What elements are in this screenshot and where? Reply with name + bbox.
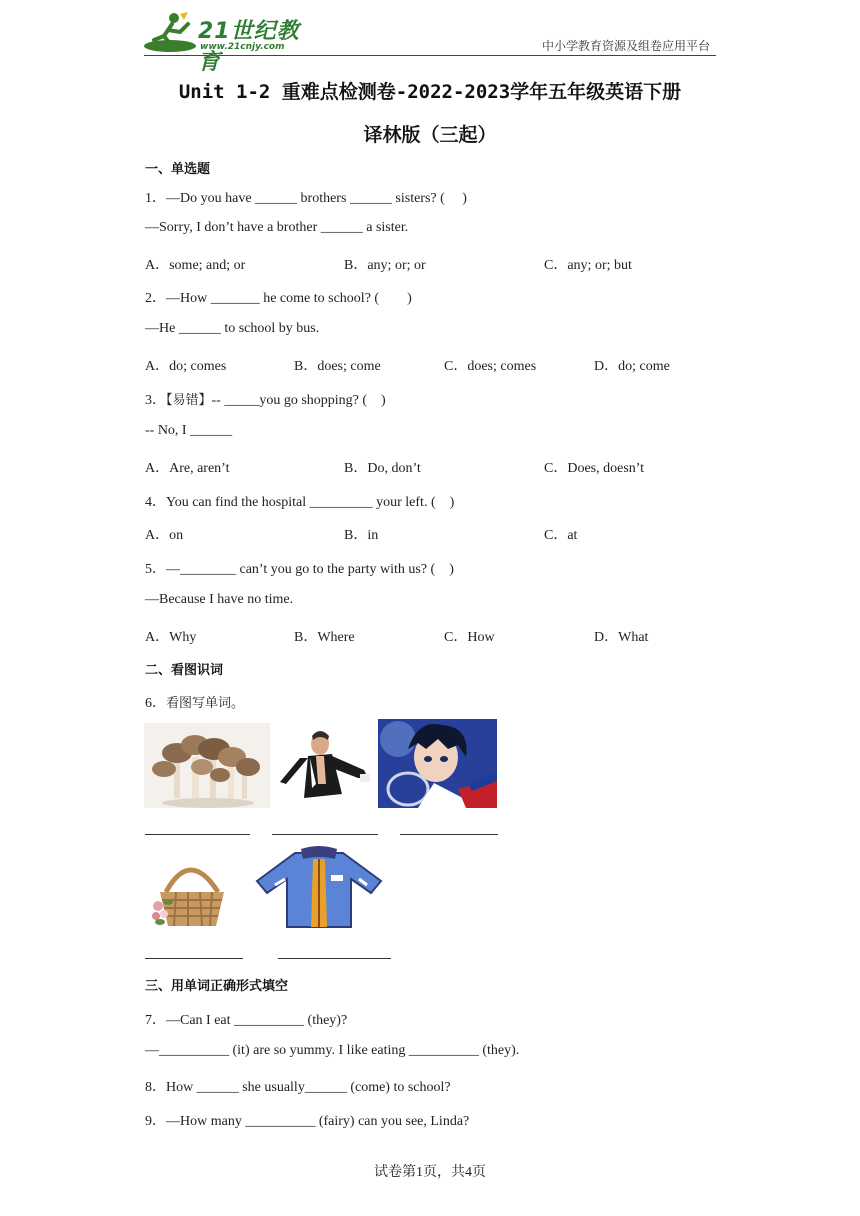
platform-name: 中小学教育资源及组卷应用平台 [541,39,710,53]
answer-blank-5[interactable] [278,958,391,959]
question-3-option-b[interactable]: B．Do, don’t [344,461,421,476]
question-7-stem: 7．—Can I eat __________ (they)? [145,1013,348,1028]
question-5-option-b[interactable]: B．Where [294,630,355,645]
man-in-suit-picture [272,724,378,808]
question-6-instruction: 看图写单词。 [166,696,245,711]
question-4-stem: 4．You can find the hospital _________ your left. ( ) [145,495,455,510]
page-title-line-2: 译林版（三起） [363,124,497,146]
logo [144,10,314,75]
section-heading-single-choice: 一、单选题 [145,162,211,177]
question-9-stem: 9．—How many __________ (fairy) can you see, Linda? [145,1114,470,1129]
answer-blank-2[interactable] [272,834,378,835]
flower-basket-picture [148,852,234,930]
question-3-text: -- _____you go shopping? ( ) [211,393,386,408]
question-2-stem: 2．—How _______ he come to school? ( ) [145,291,412,306]
question-4-option-a[interactable]: A．on [145,528,184,543]
tennis-player-picture [378,719,497,808]
question-2-option-a[interactable]: A．do; comes [145,359,227,374]
page-header [144,8,716,75]
question-1-reply: —Sorry, I don’t have a brother ______ a sister. [145,220,409,235]
question-3-number: 3． [145,393,166,408]
section-heading-picture-words: 二、看图识词 [145,663,224,678]
question-3-reply: -- No, I ______ [145,423,233,438]
mushrooms-picture [144,723,270,808]
section-heading-word-forms: 三、用单词正确形式填空 [145,979,289,994]
question-2-option-c[interactable]: C．does; comes [444,359,537,374]
question-5-option-a[interactable]: A．Why [145,630,197,645]
question-3-option-c[interactable]: C．Does, doesn’t [544,461,645,476]
answer-blank-4[interactable] [145,958,243,959]
question-4-option-b[interactable]: B．in [344,528,379,543]
logo-text: 21世纪教育 [198,19,300,75]
question-6-number: 6． [145,696,166,711]
question-4-option-c[interactable]: C．at [544,528,578,543]
question-3-stem [145,389,386,409]
runner-logo-icon [144,10,200,54]
question-5-reply: —Because I have no time. [145,592,294,607]
answer-blank-1[interactable] [145,834,250,835]
question-3-option-a[interactable]: A．Are, aren’t [145,461,230,476]
page-footer: 试卷第1页，共4页 [374,1165,486,1180]
question-5-option-c[interactable]: C．How [444,630,495,645]
question-1-stem: 1．—Do you have ______ brothers ______ sisters? ( ) [145,191,467,206]
question-5-option-d[interactable]: D．What [594,630,649,645]
question-1-option-c[interactable]: C．any; or; but [544,258,632,273]
answer-blank-3[interactable] [400,834,498,835]
question-3-tag: 【易错】 [166,393,212,408]
jacket-picture [255,845,385,929]
question-7-reply: —__________ (it) are so yummy. I like eating __________ (they). [145,1043,520,1058]
question-1-option-b[interactable]: B．any; or; or [344,258,426,273]
question-6-stem [145,692,244,712]
question-2-reply: —He ______ to school by bus. [145,321,320,336]
question-8-stem: 8．How ______ she usually______ (come) to school? [145,1080,451,1095]
page-title-line-1: Unit 1-2 重难点检测卷-2022-2023学年五年级英语下册 [178,81,682,103]
logo-url: www.21cnjy.com [200,42,285,52]
question-2-option-b[interactable]: B．does; come [294,359,381,374]
question-5-stem: 5．—________ can’t you go to the party with us? ( ) [145,562,454,577]
question-1-option-a[interactable]: A．some; and; or [145,258,246,273]
question-2-option-d[interactable]: D．do; come [594,359,670,374]
